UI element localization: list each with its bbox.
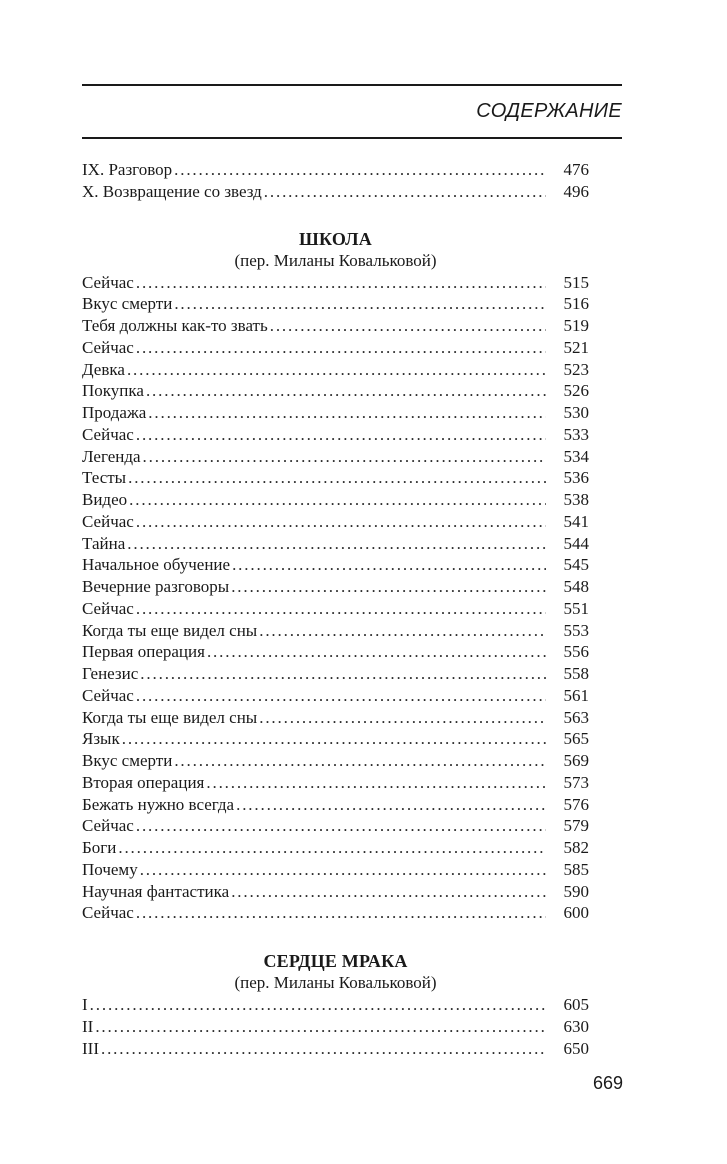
toc-entry-page: 585 <box>563 859 589 879</box>
toc-entry-title: II <box>82 1016 94 1036</box>
dot-leader <box>127 359 546 381</box>
toc-entry-page: 582 <box>563 838 589 857</box>
toc-entry <box>82 380 589 402</box>
dot-leader <box>136 424 546 446</box>
dot-leader <box>118 837 545 859</box>
toc-entry-page: 545 <box>563 555 589 575</box>
toc-entry <box>82 293 589 315</box>
toc-entry-page: 630 <box>563 1016 589 1036</box>
toc-entry-title: Тебя должны как-то звать <box>82 316 268 335</box>
toc-entry <box>82 881 589 903</box>
toc-entry-title: Сейчас <box>82 816 134 836</box>
dot-leader <box>136 815 546 837</box>
toc-entry-title: I <box>82 995 88 1014</box>
toc-entry-page: 600 <box>563 903 589 923</box>
toc-entry-page: 650 <box>563 1038 589 1058</box>
toc-entry <box>82 641 589 663</box>
toc-entry <box>82 467 589 489</box>
toc-entry-title: Вторая операция <box>82 772 205 792</box>
section-subtitle-heart: (пер. Миланы Ковальковой) <box>234 973 437 992</box>
dot-leader <box>207 641 546 663</box>
toc-entry-title: Почему <box>82 859 138 879</box>
toc-entry-page: 544 <box>563 533 589 553</box>
toc-entry-page: 515 <box>563 272 589 292</box>
dot-leader <box>140 859 546 881</box>
dot-leader <box>174 293 545 315</box>
toc-group-heart <box>82 994 589 1059</box>
dot-leader <box>136 902 546 924</box>
toc-entry-page: 563 <box>563 707 589 727</box>
toc-entry-page: 516 <box>563 294 589 314</box>
toc-entry <box>82 359 589 381</box>
header-rule-top <box>82 84 622 86</box>
toc-entry <box>82 815 589 837</box>
toc-entry <box>82 1038 589 1060</box>
toc-entry-page: 536 <box>563 468 589 488</box>
dot-leader <box>146 380 546 402</box>
toc-entry-title: Вечерние разговоры <box>82 577 230 596</box>
toc-entry-page: 556 <box>563 642 589 662</box>
toc-entry-title: Легенда <box>82 446 141 466</box>
dot-leader <box>136 685 546 707</box>
toc-entry-title: Научная фантастика <box>82 881 230 901</box>
toc-entry-title: X. Возвращение со звезд <box>82 181 262 201</box>
toc-group-top <box>82 159 589 203</box>
dot-leader <box>101 1038 546 1060</box>
section-title-school: ШКОЛА <box>299 228 372 249</box>
toc-entry-title: Сейчас <box>82 903 134 923</box>
toc-entry <box>82 772 589 794</box>
toc-entry-page: 541 <box>563 511 589 531</box>
section-subtitle-school: (пер. Миланы Ковальковой) <box>234 250 437 270</box>
toc-entry <box>82 663 589 685</box>
dot-leader <box>231 881 545 903</box>
toc-entry-page: 519 <box>563 316 589 335</box>
toc-entry-title: Первая операция <box>82 642 205 662</box>
toc-entry <box>82 859 589 881</box>
toc-entry-title: Сейчас <box>82 272 134 292</box>
toc-entry <box>82 598 589 620</box>
toc-entry-title: Тайна <box>82 533 126 553</box>
toc-entry-page: 530 <box>563 403 589 422</box>
dot-leader <box>143 446 546 468</box>
dot-leader <box>129 489 545 511</box>
toc-entry <box>82 1016 589 1038</box>
dot-leader <box>270 315 546 337</box>
toc-entry-page: 565 <box>563 729 589 749</box>
toc-entry-page: 551 <box>563 598 589 618</box>
toc-entry <box>82 837 589 859</box>
toc-entry-page: 533 <box>563 424 589 444</box>
dot-leader <box>90 994 546 1016</box>
toc-entry-title: Девка <box>82 359 125 379</box>
toc-entry-page: 573 <box>563 772 589 792</box>
toc-entry <box>82 620 589 642</box>
toc-entry <box>82 446 589 468</box>
toc-entry <box>82 533 589 555</box>
toc-entry-title: Начальное обучение <box>82 555 231 575</box>
toc-entry-page: 553 <box>563 620 589 640</box>
toc-entry-page: 576 <box>563 794 589 814</box>
dot-leader <box>127 533 545 555</box>
toc-entry-title: Сейчас <box>82 337 134 357</box>
toc-entry-page: 579 <box>563 816 589 836</box>
toc-entry-page: 534 <box>563 446 589 466</box>
toc-entry <box>82 794 589 816</box>
toc-entry-title: Сейчас <box>82 424 134 444</box>
header-rule-bottom <box>82 137 622 139</box>
toc-entry-page: 569 <box>563 751 589 770</box>
toc-entry <box>82 315 589 337</box>
toc-entry <box>82 159 589 181</box>
toc-entry-title: Вкус смерти <box>82 294 173 314</box>
dot-leader <box>140 663 545 685</box>
toc-entry-page: 558 <box>563 664 589 683</box>
dot-leader <box>232 554 545 576</box>
toc-entry-page: 496 <box>563 181 589 201</box>
toc-entry <box>82 337 589 359</box>
toc-entry-title: Бежать нужно всегда <box>82 794 235 814</box>
toc-entry-title: IX. Разговор <box>82 160 173 179</box>
toc-entry-title: Сейчас <box>82 598 134 618</box>
toc-entry-title: Продажа <box>82 403 147 422</box>
dot-leader <box>136 337 546 359</box>
toc-entry <box>82 576 589 598</box>
toc-entry <box>82 402 589 424</box>
dot-leader <box>231 576 545 598</box>
dot-leader <box>264 181 546 203</box>
dot-leader <box>128 467 545 489</box>
dot-leader <box>122 728 546 750</box>
toc-entry <box>82 994 589 1016</box>
toc-entry-page: 605 <box>563 995 589 1014</box>
toc-entry <box>82 685 589 707</box>
toc-entry <box>82 511 589 533</box>
running-head: СОДЕРЖАНИЕ <box>476 100 622 122</box>
toc-entry-title: Боги <box>82 838 117 857</box>
dot-leader <box>259 620 545 642</box>
toc-entry <box>82 750 589 772</box>
toc-entry <box>82 902 589 924</box>
toc-entry <box>82 707 589 729</box>
dot-leader <box>174 159 545 181</box>
toc-entry-title: Когда ты еще видел сны <box>82 620 258 640</box>
toc-entry <box>82 554 589 576</box>
toc-entry <box>82 489 589 511</box>
dot-leader <box>148 402 545 424</box>
toc-entry-title: III <box>82 1038 99 1058</box>
page-number: 669 <box>592 1073 623 1093</box>
toc-entry-page: 526 <box>563 381 589 401</box>
toc-entry-page: 476 <box>563 160 589 179</box>
toc-entry-page: 521 <box>563 337 589 357</box>
toc-entry-title: Тесты <box>82 468 127 488</box>
toc-entry-title: Видео <box>82 490 128 509</box>
toc-group-school <box>82 272 589 925</box>
dot-leader <box>259 707 545 729</box>
toc-entry-page: 538 <box>563 490 589 509</box>
dot-leader <box>236 794 545 816</box>
toc-entry-title: Язык <box>82 729 120 749</box>
toc-entry-title: Покупка <box>82 381 144 401</box>
toc-entry <box>82 272 589 294</box>
toc-entry-title: Генезис <box>82 664 139 683</box>
dot-leader <box>174 750 545 772</box>
dot-leader <box>95 1016 545 1038</box>
toc-entry-page: 590 <box>563 881 589 901</box>
toc-entry <box>82 728 589 750</box>
dot-leader <box>136 272 546 294</box>
toc-entry-title: Сейчас <box>82 511 134 531</box>
toc-entry-page: 523 <box>563 359 589 379</box>
table-of-contents <box>82 159 589 1059</box>
toc-entry <box>82 181 589 203</box>
toc-entry-page: 561 <box>563 685 589 705</box>
dot-leader <box>136 598 546 620</box>
toc-entry <box>82 424 589 446</box>
toc-entry-page: 548 <box>563 577 589 596</box>
toc-entry-title: Сейчас <box>82 685 134 705</box>
dot-leader <box>206 772 545 794</box>
dot-leader <box>136 511 546 533</box>
toc-entry-title: Вкус смерти <box>82 751 173 770</box>
toc-entry-title: Когда ты еще видел сны <box>82 707 258 727</box>
section-title-heart: СЕРДЦЕ МРАКА <box>263 951 408 971</box>
